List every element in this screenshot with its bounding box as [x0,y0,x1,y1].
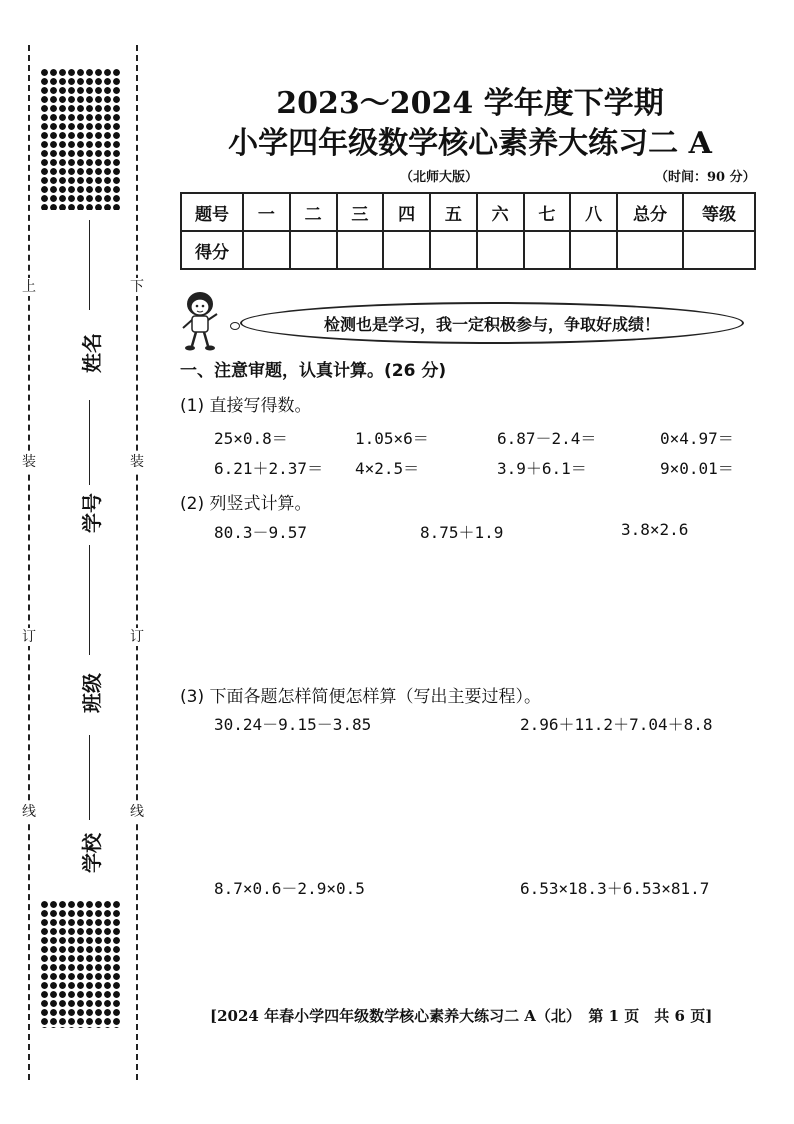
vertical-calc-item: 3.8×2.6 [621,520,689,539]
section-1-title: 一、注意审题，认真计算。(26 分) [180,361,447,381]
binding-mark-right: 线 [127,803,147,821]
score-table [180,192,756,270]
score-cell[interactable] [524,231,571,269]
part-1-label: (1) 直接写得数。 [180,396,312,416]
part-3-label: (3) 下面各题怎样简便怎样算（写出主要过程）。 [180,687,541,707]
score-header-cell: 四 [383,193,430,231]
score-header-cell: 等级 [683,193,755,231]
score-cell[interactable] [290,231,337,269]
vertical-calc-item: 8.75＋1.9 [420,523,504,542]
simplify-calc-item: 8.7×0.6－2.9×0.5 [214,879,365,898]
score-header-cell: 七 [524,193,571,231]
oral-calc-item: 6.21＋2.37＝ [214,459,324,478]
binding-dashed-line-right [136,45,138,1080]
binding-pattern-bottom [40,900,120,1028]
binding-dashed-line-left [28,45,30,1080]
time-label: （时间：90 分） [655,170,756,185]
field-label-name: 姓名 [79,333,104,373]
score-cell[interactable] [243,231,290,269]
score-cell[interactable] [383,231,430,269]
motto-speech-bubble [240,302,744,344]
binding-mark-right: 装 [127,453,147,471]
oral-calc-item: 1.05×6＝ [355,429,429,448]
simplify-calc-item: 6.53×18.3＋6.53×81.7 [520,879,710,898]
oral-calc-item: 4×2.5＝ [355,459,420,478]
field-line-name[interactable] [89,220,90,310]
score-header-cell: 题号 [181,193,243,231]
motto-text: 检测也是学习，我一定积极参与，争取好成绩！ [323,314,660,334]
oral-calc-item: 9×0.01＝ [660,459,734,478]
oral-calc-item: 3.9＋6.1＝ [497,459,587,478]
title-line-2: 小学四年级数学核心素养大练习二 A [228,126,712,161]
vertical-calc-item: 80.3－9.57 [214,523,308,542]
simplify-calc-item: 30.24－9.15－3.85 [214,715,372,734]
page-footer: [2024 年春小学四年级数学核心素养大练习二 A（北） 第 1 页 共 6 页] [210,1007,713,1025]
binding-mark-left: 上 [19,278,39,296]
oral-calc-item: 25×0.8＝ [214,429,288,448]
score-header-cell: 三 [337,193,384,231]
score-cell[interactable] [477,231,524,269]
edition-label: （北师大版） [400,170,479,185]
score-row-label: 得分 [181,231,243,269]
speech-bubble-tail [230,322,240,330]
field-line-class[interactable] [89,545,90,655]
score-header-cell: 总分 [617,193,683,231]
score-table-header-row [181,193,755,231]
binding-mark-left: 线 [19,803,39,821]
score-header-cell: 六 [477,193,524,231]
student-mascot-icon [178,290,222,352]
field-label-student-id: 学号 [79,493,104,533]
title-line-1: 2023～2024 学年度下学期 [276,86,664,121]
score-cell[interactable] [617,231,683,269]
binding-mark-right: 订 [127,628,147,646]
part-2-label: (2) 列竖式计算。 [180,494,312,514]
field-label-school: 学校 [79,833,104,873]
binding-mark-left: 装 [19,453,39,471]
binding-pattern-top [40,68,120,210]
score-header-cell: 二 [290,193,337,231]
score-table-score-row [181,231,755,269]
binding-mark-right: 下 [127,278,147,296]
oral-calc-item: 0×4.97＝ [660,429,734,448]
binding-mark-left: 订 [19,628,39,646]
oral-calc-item: 6.87－2.4＝ [497,429,597,448]
score-header-cell: 八 [570,193,617,231]
field-label-class: 班级 [79,673,104,713]
score-cell[interactable] [430,231,477,269]
field-line-student-id[interactable] [89,400,90,485]
score-cell[interactable] [570,231,617,269]
score-header-cell: 五 [430,193,477,231]
score-header-cell: 一 [243,193,290,231]
field-line-school[interactable] [89,735,90,820]
score-cell[interactable] [337,231,384,269]
simplify-calc-item: 2.96＋11.2＋7.04＋8.8 [520,715,713,734]
score-cell[interactable] [683,231,755,269]
